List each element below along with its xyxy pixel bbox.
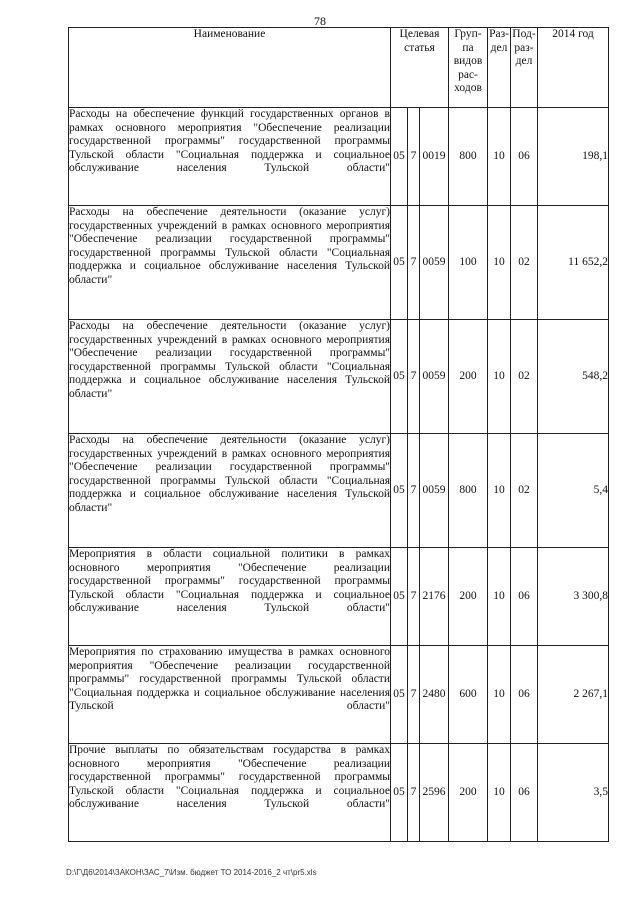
header-subsection: Под-раз-дел (511, 28, 538, 108)
target-article-part1: 05 (391, 108, 408, 206)
row-name: Мероприятия по страхованию имущества в рамках основного мероприятия "Обеспечение реализации государственной программы" государственной программы Тульской области "Социальная поддержка и социальное обслуживание населения Тульской области" (69, 646, 391, 744)
target-article-part2: 7 (408, 744, 420, 842)
target-article-part3: 0059 (420, 434, 449, 548)
table-row (69, 744, 609, 842)
target-article-part2: 7 (408, 108, 420, 206)
subsection-cell: 02 (511, 206, 538, 320)
subsection-cell: 02 (511, 434, 538, 548)
amount-cell: 5,4 (538, 434, 609, 548)
expense-group-cell: 800 (449, 108, 488, 206)
amount-cell: 2 267,1 (538, 646, 609, 744)
amount-cell: 3 300,8 (538, 548, 609, 646)
table-row (69, 434, 609, 548)
target-article-part3: 0059 (420, 320, 449, 434)
row-name: Расходы на обеспечение деятельности (оказание услуг) государственных учреждений в рамках основного мероприятия "Обеспечение реализации государственной программы" государственной программы Тульской области "Социальная поддержка и социальное обслуживание населения Тульской области" (69, 320, 391, 434)
header-name: Наименование (69, 28, 391, 108)
subsection-cell: 06 (511, 108, 538, 206)
row-name: Расходы на обеспечение деятельности (оказание услуг) государственных учреждений в рамках основного мероприятия "Обеспечение реализации государственной программы" государственной программы Тульской области "Социальная поддержка и социальное обслуживание населения Тульской области" (69, 206, 391, 320)
subsection-cell: 06 (511, 646, 538, 744)
header-section: Раз-дел (488, 28, 511, 108)
target-article-part1: 05 (391, 206, 408, 320)
table-row (69, 206, 609, 320)
table-row (69, 108, 609, 206)
row-name: Расходы на обеспечение деятельности (оказание услуг) государственных учреждений в рамках основного мероприятия "Обеспечение реализации государственной программы" государственной программы Тульской области "Социальная поддержка и социальное обслуживание населения Тульской области" (69, 434, 391, 548)
section-cell: 10 (488, 320, 511, 434)
header-target-article: Целевая статья (391, 28, 449, 108)
table-row (69, 320, 609, 434)
expense-group-cell: 200 (449, 320, 488, 434)
table-row (69, 646, 609, 744)
target-article-part2: 7 (408, 434, 420, 548)
amount-cell: 548,2 (538, 320, 609, 434)
expense-group-cell: 600 (449, 646, 488, 744)
target-article-part1: 05 (391, 646, 408, 744)
target-article-part1: 05 (391, 320, 408, 434)
subsection-cell: 06 (511, 548, 538, 646)
expense-group-cell: 100 (449, 206, 488, 320)
amount-cell: 198,1 (538, 108, 609, 206)
section-cell: 10 (488, 108, 511, 206)
section-cell: 10 (488, 646, 511, 744)
header-expense-group: Груп-па видов рас-ходов (449, 28, 488, 108)
target-article-part1: 05 (391, 434, 408, 548)
page-number: 78 (314, 14, 326, 28)
target-article-part3: 2596 (420, 744, 449, 842)
amount-cell: 11 652,2 (538, 206, 609, 320)
budget-table (68, 27, 609, 842)
target-article-part1: 05 (391, 744, 408, 842)
target-article-part3: 2480 (420, 646, 449, 744)
subsection-cell: 02 (511, 320, 538, 434)
expense-group-cell: 200 (449, 548, 488, 646)
subsection-cell: 06 (511, 744, 538, 842)
target-article-part2: 7 (408, 206, 420, 320)
header-row (69, 28, 609, 108)
expense-group-cell: 800 (449, 434, 488, 548)
expense-group-cell: 200 (449, 744, 488, 842)
row-name: Расходы на обеспечение функций государственных органов в рамках основного мероприятия "Обеспечение реализации государственной программы" государственной программы Тульской области "Социальная поддержка и социальное обслуживание населения Тульской области" (69, 108, 391, 206)
section-cell: 10 (488, 434, 511, 548)
section-cell: 10 (488, 744, 511, 842)
target-article-part2: 7 (408, 548, 420, 646)
file-path-footer: D:\Г\Д6\2014\ЗАКОН\ЗАС_7\Изм. бюджет ТО 2014-2016_2 чт\pr5.xls (66, 868, 317, 877)
header-year: 2014 год (538, 28, 609, 108)
section-cell: 10 (488, 548, 511, 646)
target-article-part3: 0059 (420, 206, 449, 320)
target-article-part1: 05 (391, 548, 408, 646)
target-article-part3: 0019 (420, 108, 449, 206)
table-row (69, 548, 609, 646)
amount-cell: 3,5 (538, 744, 609, 842)
row-name: Мероприятия в области социальной политики в рамках основного мероприятия "Обеспечение реализации государственной программы" государственной программы Тульской области "Социальная поддержка и социальное обслуживание населения Тульской области" (69, 548, 391, 646)
target-article-part3: 2176 (420, 548, 449, 646)
target-article-part2: 7 (408, 646, 420, 744)
row-name: Прочие выплаты по обязательствам государства в рамках основного мероприятия "Обеспечение реализации государственной программы" государственной программы Тульской области "Социальная поддержка и социальное обслуживание населения Тульской области" (69, 744, 391, 842)
target-article-part2: 7 (408, 320, 420, 434)
section-cell: 10 (488, 206, 511, 320)
